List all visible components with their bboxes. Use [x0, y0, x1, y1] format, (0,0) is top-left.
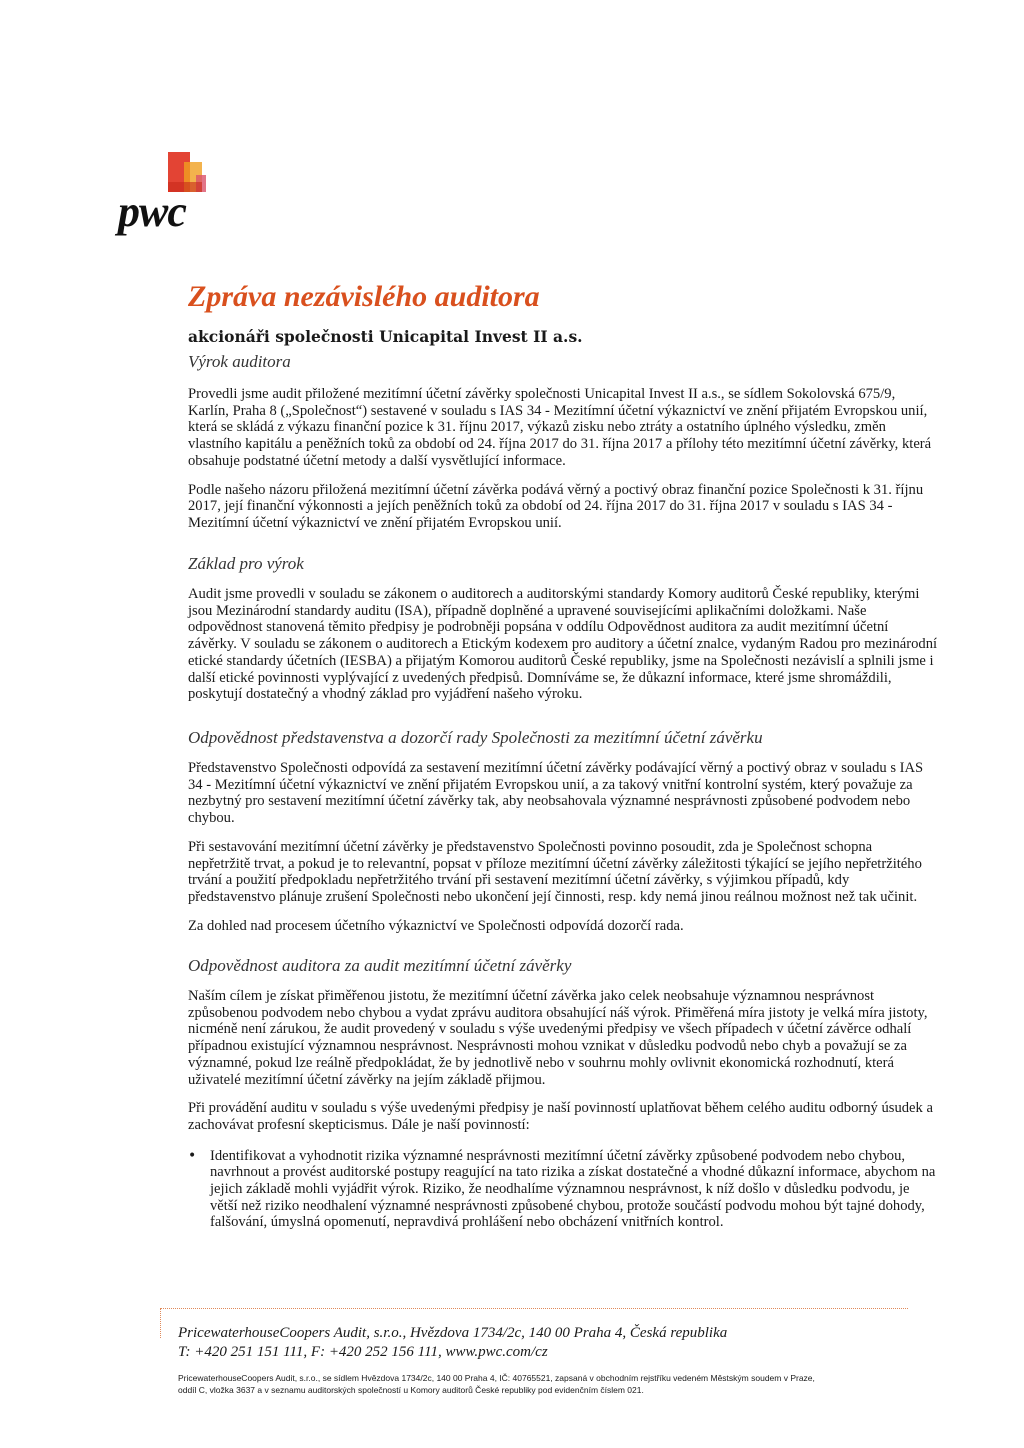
paragraph: Představenstvo Společnosti odpovídá za sestavení mezitímní účetní závěrky podávající věrný a poctivý obraz v souladu s IAS 34 - Mezitímní účetní výkaznictví ve znění přijatém Evropskou unií, a za takový vnitřní kontrolní systém, který považuje za nezbytný pro sestavení mezitímní účetní závěrky tak, aby neobsahovala významné nesprávnosti způsobené podvodem nebo chybou.: [188, 760, 924, 827]
footer-contact-line: T: +420 251 151 111, F: +420 252 156 111, www.pwc.com/cz: [178, 1344, 548, 1360]
section-vyrok: [188, 352, 938, 532]
section-heading-predstavenstvo: Odpovědnost představenstva a dozorčí rady Společnosti za mezitímní účetní závěrku: [188, 728, 763, 747]
footer-legal-line: oddíl C, vložka 3637 a v seznamu auditorských společností u Komory auditorů České republiky pod evidenčním číslem 021.: [178, 1385, 644, 1395]
section-auditor: [188, 956, 938, 1231]
pwc-logo-text: pwc: [118, 187, 186, 236]
section-heading-vyrok: Výrok auditora: [188, 352, 291, 371]
section-zaklad: [188, 554, 938, 703]
page-title: Zpráva nezávislého auditora: [188, 280, 540, 313]
footer-company: [178, 1324, 938, 1362]
paragraph: Naším cílem je získat přiměřenou jistotu, že mezitímní účetní závěrka jako celek neobsahuje významnou nesprávnost způsobenou podvodem nebo chybou a vydat zprávu auditora obsahující náš výrok. Přiměřená míra jistoty je velká míra jistoty, nicméně není zárukou, že audit provedený v souladu s výše uvedenými předpisy ve všech případech v účetní závěrce odhalí případnou existující významnou nesprávnost. Nesprávnosti mohou vznikat v důsledku podvodů nebo chyb a považují se za významné, pokud lze reálně předpokládat, že by jednotlivě nebo v souhrnu mohly ovlivnit ekonomická rozhodnutí, která uživatelé mezitímní účetní závěrky na jejím základě přijmou.: [188, 988, 928, 1088]
section-heading-auditor: Odpovědnost auditora za audit mezitímní účetní závěrky: [188, 956, 572, 975]
paragraph: Při provádění auditu v souladu s výše uvedenými předpisy je naší povinností uplatňovat během celého auditu odborný úsudek a zachovávat profesní skepticismus. Dále je naší povinností:: [188, 1100, 933, 1133]
footer-company-line: PricewaterhouseCoopers Audit, s.r.o., Hvězdova 1734/2c, 140 00 Praha 4, Česká republika: [178, 1325, 728, 1341]
footer-divider: [160, 1308, 908, 1309]
list-item: [188, 1148, 938, 1232]
paragraph: Za dohled nad procesem účetního výkaznictví ve Společnosti odpovídá dozorčí rada.: [188, 917, 684, 934]
bullet-list: [188, 1148, 938, 1232]
footer-legal: [178, 1372, 938, 1396]
section-heading-zaklad: Základ pro výrok: [188, 554, 304, 573]
paragraph: Audit jsme provedli v souladu se zákonem o auditorech a auditorskými standardy Komory auditorů České republiky, kterými jsou Mezinárodní standardy auditu (ISA), případně doplněné a upravené souvisejícími aplikačními doložkami. Naše odpovědnost stanovená těmito předpisy je podrobněji popsána v oddílu Odpovědnost auditora za audit mezitímní účetní závěrky. V souladu se zákonem o auditorech a Etickým kodexem pro auditory a účetní znalce, vydaným Radou pro mezinárodní etické standardy účetních (IESBA) a přijatým Komorou auditorů České republiky, jsme na Společnosti nezávislí a splnili jsme i další etické povinnosti vyplývající z uvedených předpisů. Domníváme se, že důkazní informace, které jsme shromáždili, poskytují dostatečný a vhodný základ pro vyjádření našeho výroku.: [188, 586, 938, 703]
footer-legal-line: PricewaterhouseCoopers Audit, s.r.o., se sídlem Hvězdova 1734/2c, 140 00 Praha 4, IČ: 40765521, zapsaná v obchodním rejstříku vedeném Městským soudem v Praze,: [178, 1373, 815, 1383]
page-subtitle: akcionáři společnosti Unicapital Invest II a.s.: [188, 327, 583, 346]
list-item-text: • Identifikovat a vyhodnotit rizika významné nesprávnosti mezitímní účetní závěrky způsobené podvodem nebo chybou, navrhnout a provést auditorské postupy reagující na tato rizika a získat dostatečné a vhodné důkazní informace, abychom na jejich základě mohli vyjádřit výrok. Riziko, že neodhalíme významnou nesprávnost, k níž došlo v důsledku podvodu, je větší než riziko neodhalení významné nesprávnosti způsobené chybou, protože součástí podvodu mohou být tajné dohody, falšování, úmyslná opomenutí, nepravdivá prohlášení nebo obcházení vnitřních kontrol.: [210, 1147, 936, 1231]
section-predstavenstvo: [188, 728, 938, 934]
paragraph: Podle našeho názoru přiložená mezitímní účetní závěrka podává věrný a poctivý obraz finanční pozice Společnosti k 31. říjnu 2017, její finanční výkonnosti a jejích peněžních toků za období od 24. října 2017 do 31. října 2017 v souladu s IAS 34 - Mezitímní účetní výkaznictví ve znění přijatém Evropskou unií.: [188, 481, 924, 531]
footer-divider-vertical: [160, 1308, 161, 1338]
paragraph: Při sestavování mezitímní účetní závěrky je představenstvo Společnosti povinno posoudit, zda je Společnost schopna nepřetržitě trvat, a pokud je to relevantní, popsat v příloze mezitímní účetní závěrky záležitosti týkající se jejího nepřetržitého trvání a použití předpokladu nepřetržitého trvání při sestavení mezitímní účetní závěrky, s výjimkou případů, kdy představenstvo plánuje zrušení Společnosti nebo ukončení její činnosti, resp. kdy nemá jinou reálnou možnost než tak učinit.: [188, 838, 922, 905]
paragraph: Provedli jsme audit přiložené mezitímní účetní závěrky společnosti Unicapital Invest II a.s., se sídlem Sokolovská 675/9, Karlín, Praha 8 („Společnost“) sestavené v souladu s IAS 34 - Mezitímní účetní výkaznictví ve znění přijatém Evropskou unií, která se skládá z výkazu finanční pozice k 31. říjnu 2017, výkazů zisku nebo ztráty a ostatního úplného výsledku, změn vlastního kapitálu a peněžních toků za období od 24. října 2017 do 31. října 2017 a přílohy této mezitímní účetní závěrky, která obsahuje podstatné účetní metody a další vysvětlující informace.: [188, 386, 932, 469]
